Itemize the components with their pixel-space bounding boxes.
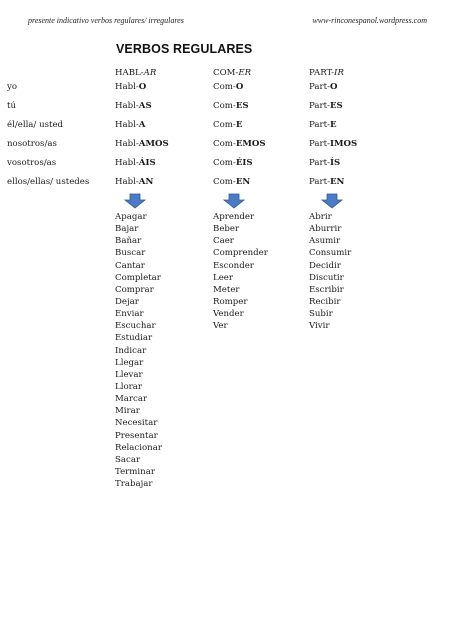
verb-item: Beber — [213, 224, 240, 235]
conj-ar-yo: Habl-O — [115, 82, 147, 92]
pronoun-el: él/ella/ usted — [7, 120, 64, 130]
down-arrow-icon — [321, 193, 343, 209]
conj-er-ellos: Com-EN — [213, 177, 251, 187]
verb-list-er — [213, 211, 268, 332]
verb-item: Apagar — [115, 212, 147, 222]
verb-item: Mirar — [115, 406, 140, 417]
conj-ir-ellos: Part-EN — [309, 177, 345, 187]
verb-item: Esconder — [213, 260, 254, 271]
conj-er-nosotros: Com-EMOS — [213, 139, 266, 149]
verb-item: Llegar — [115, 357, 144, 368]
conj-er-yo: Com-O — [213, 82, 244, 92]
verb-item: Indicar — [115, 345, 147, 356]
verb-item: Enviar — [115, 309, 144, 320]
verb-item: Completar — [115, 272, 161, 283]
pronoun-tu: tú — [7, 101, 16, 111]
pronoun-ellos: ellos/ellas/ ustedes — [7, 177, 90, 187]
verb-item: Marcar — [115, 394, 148, 405]
conj-ar-el: Habl-A — [115, 120, 146, 130]
conj-ar-tu: Habl-AS — [115, 101, 152, 111]
verb-item: Leer — [213, 272, 233, 283]
verb-item: Subir — [309, 309, 333, 320]
verb-item: Vender — [213, 309, 244, 320]
verb-item: Comprar — [115, 284, 154, 295]
verb-item: Ver — [213, 321, 228, 332]
conj-ir-vosotros: Part-ÍS — [309, 158, 341, 168]
pronoun-vosotros: vosotros/as — [7, 158, 57, 168]
conj-er-el: Com-E — [213, 120, 243, 130]
verb-item: Trabajar — [115, 479, 153, 490]
verb-item: Asumir — [309, 236, 341, 247]
verb-item: Caer — [213, 236, 234, 247]
verb-item: Decidir — [309, 260, 341, 271]
verb-item: Romper — [213, 296, 248, 307]
verb-item: Sacar — [115, 454, 141, 465]
conj-ir-nosotros: Part-IMOS — [309, 139, 358, 149]
verb-item: Escribir — [309, 284, 344, 295]
verb-item: Comprender — [213, 248, 268, 259]
verb-item: Aburrir — [309, 224, 342, 235]
verb-item: Vivir — [309, 321, 330, 332]
down-arrow-icon — [223, 193, 245, 209]
verb-item: Escuchar — [115, 321, 156, 332]
verb-item: Necesitar — [115, 418, 158, 429]
verb-item: Relacionar — [115, 442, 162, 453]
conj-ar-vosotros: Habl-ÁIS — [115, 158, 156, 168]
page-header-right: www-rinconespanol.wordpress.com — [312, 16, 427, 25]
conj-ir-yo: Part-O — [309, 82, 338, 92]
verb-item: Presentar — [115, 430, 158, 441]
verb-item: Llevar — [115, 369, 143, 380]
verb-item: Recibir — [309, 296, 341, 307]
pronoun-yo: yo — [7, 82, 18, 92]
verb-item: Meter — [213, 284, 240, 295]
verb-item: Buscar — [115, 248, 146, 259]
verb-item: Bañar — [115, 236, 142, 247]
down-arrow-icon — [124, 193, 146, 209]
conj-er-tu: Com-ES — [213, 101, 249, 111]
column-header-er: COM-ER — [213, 68, 252, 78]
page-header-left: presente indicativo verbos regulares/ irregulares — [28, 16, 184, 25]
verb-item: Bajar — [115, 224, 139, 235]
verb-item: Discutir — [309, 272, 344, 283]
verb-item: Consumir — [309, 248, 352, 259]
column-header-ir: PART-IR — [309, 68, 344, 78]
conj-ar-nosotros: Habl-AMOS — [115, 139, 169, 149]
verb-list-ar — [115, 211, 162, 490]
pronoun-nosotros: nosotros/as — [7, 139, 57, 149]
page-title: VERBOS REGULARES — [116, 42, 253, 56]
verb-item: Abrir — [309, 212, 332, 222]
conj-ir-tu: Part-ES — [309, 101, 343, 111]
conj-er-vosotros: Com-ÉIS — [213, 158, 253, 168]
column-header-ar: HABL-AR — [115, 68, 157, 78]
verb-list-ir — [309, 211, 351, 332]
verb-item: Llorar — [115, 381, 142, 392]
verb-item: Terminar — [115, 466, 155, 477]
verb-item: Dejar — [115, 296, 139, 307]
conj-ar-ellos: Habl-AN — [115, 177, 154, 187]
verb-item: Cantar — [115, 260, 145, 271]
verb-item: Aprender — [213, 212, 255, 222]
verb-item: Estudiar — [115, 333, 153, 344]
conj-ir-el: Part-E — [309, 120, 337, 130]
